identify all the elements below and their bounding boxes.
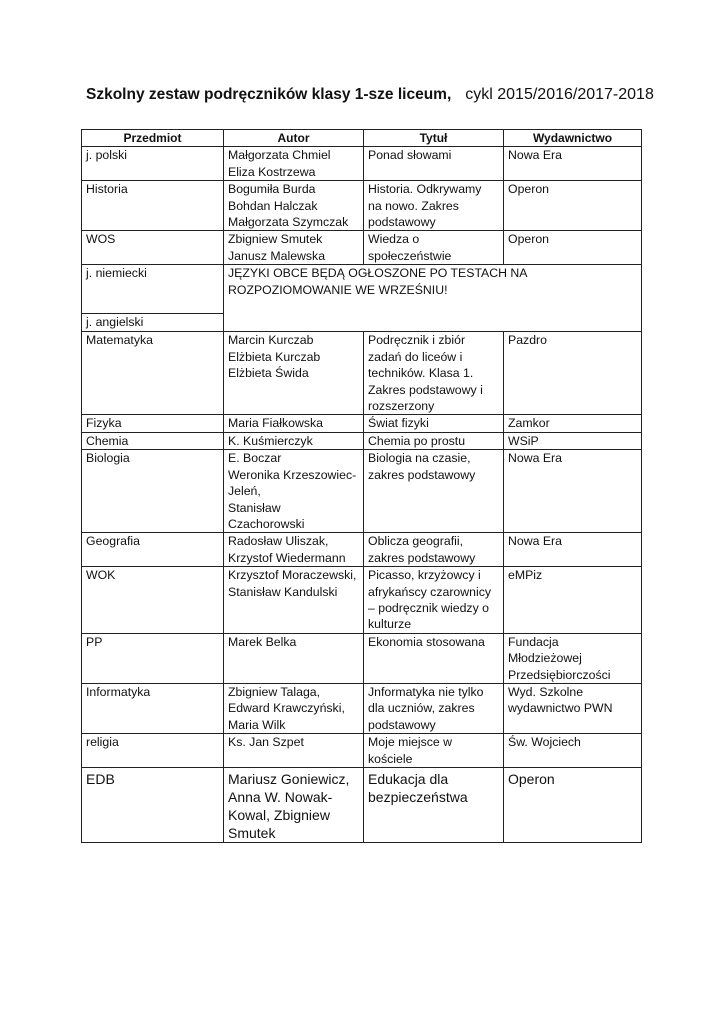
- table-row: [82, 533, 642, 567]
- languages-notice: [224, 265, 642, 332]
- author-cell: [224, 567, 364, 634]
- book-title-cell: [364, 332, 504, 415]
- author-cell-line: Smutek: [228, 825, 276, 841]
- header-subject: Przedmiot: [82, 130, 224, 147]
- author-cell-line: Anna W. Nowak-: [228, 789, 333, 805]
- author-cell-line: Czachorowski: [228, 516, 305, 531]
- title-main: Szkolny zestaw podręczników klasy 1-sze liceum,: [86, 86, 452, 103]
- book-title-cell-line: Chemia po prostu: [368, 433, 466, 448]
- publisher-cell-line: Operon: [508, 182, 550, 197]
- book-title-cell-line: Ponad słowami: [368, 148, 452, 163]
- author-cell-line: Weronika Krzeszowiec-: [228, 467, 357, 482]
- book-title-cell-line: techników. Klasa 1.: [368, 366, 474, 381]
- subject-cell: Fizyka: [82, 415, 224, 432]
- publisher-cell: [504, 768, 642, 843]
- book-title-cell: [364, 533, 504, 567]
- book-title-cell-line: podstawowy: [368, 717, 436, 732]
- author-cell-line: Maria Fiałkowska: [228, 416, 323, 431]
- author-cell-line: Elżbieta Kurczab: [228, 349, 321, 364]
- book-title-cell: [364, 683, 504, 733]
- book-title-cell: [364, 147, 504, 181]
- header-author: Autor: [224, 130, 364, 147]
- author-cell-line: Bogumiła Burda: [228, 182, 316, 197]
- book-title-cell: [364, 768, 504, 843]
- author-cell-line: K. Kuśmierczyk: [228, 433, 313, 448]
- table-row: [82, 450, 642, 533]
- author-cell-line: Zbigniew Talaga,: [228, 684, 321, 699]
- subject-cell: WOK: [82, 567, 224, 634]
- book-title-cell-line: Edukacja dla: [368, 771, 449, 787]
- publisher-cell: [504, 683, 642, 733]
- author-cell: [224, 415, 364, 432]
- book-title-cell: [364, 567, 504, 634]
- publisher-cell-line: Operon: [508, 771, 555, 787]
- author-cell-line: Stanisław: [228, 500, 281, 515]
- subject-cell: religia: [82, 734, 224, 768]
- subject-cell: Historia: [82, 181, 224, 231]
- book-title-cell-line: Moje miejsce w: [368, 735, 453, 750]
- book-title-cell-line: zakres podstawowy: [368, 467, 476, 482]
- book-title-cell: [364, 633, 504, 683]
- author-cell-line: Maria Wilk: [228, 717, 286, 732]
- book-title-cell-line: Jnformatyka nie tylko: [368, 684, 484, 699]
- subject-cell: WOS: [82, 231, 224, 265]
- publisher-cell: [504, 231, 642, 265]
- author-cell-line: Małgorzata Chmiel: [228, 148, 331, 163]
- author-cell: [224, 450, 364, 533]
- table-row: [82, 734, 642, 768]
- author-cell: [224, 633, 364, 683]
- publisher-cell: [504, 415, 642, 432]
- languages-notice-line: JĘZYKI OBCE BĘDĄ OGŁOSZONE PO TESTACH NA: [228, 266, 528, 281]
- publisher-cell: [504, 432, 642, 449]
- book-title-cell: [364, 734, 504, 768]
- publisher-cell: [504, 332, 642, 415]
- subject-cell: Chemia: [82, 432, 224, 449]
- book-title-cell-line: bezpieczeństwa: [368, 789, 468, 805]
- publisher-cell: [504, 633, 642, 683]
- book-title-cell-line: Biologia na czasie,: [368, 451, 471, 466]
- book-title-cell-line: kościele: [368, 751, 413, 766]
- book-title-cell-line: Świat fizyki: [368, 416, 429, 431]
- book-title-cell-line: Wiedza o: [368, 232, 420, 247]
- book-title-cell-line: podstawowy: [368, 215, 436, 230]
- author-cell: [224, 683, 364, 733]
- author-cell-line: Elżbieta Świda: [228, 366, 309, 381]
- author-cell: [224, 147, 364, 181]
- publisher-cell-line: Pazdro: [508, 333, 547, 348]
- subject-cell: Geografia: [82, 533, 224, 567]
- author-cell: [224, 231, 364, 265]
- header-title: Tytuł: [364, 130, 504, 147]
- author-cell-line: Mariusz Goniewicz,: [228, 771, 350, 787]
- table-row: [82, 567, 642, 634]
- book-title-cell-line: dla uczniów, zakres: [368, 701, 475, 716]
- book-title-cell: [364, 432, 504, 449]
- publisher-cell: [504, 147, 642, 181]
- subject-cell: j. angielski: [82, 314, 224, 332]
- subject-cell: EDB: [82, 768, 224, 843]
- publisher-cell-line: WSiP: [508, 433, 539, 448]
- publisher-cell-line: Młodzieżowej: [508, 651, 582, 666]
- subject-cell: Informatyka: [82, 683, 224, 733]
- table-row: [82, 231, 642, 265]
- book-title-cell-line: Zakres podstawowy i: [368, 382, 483, 397]
- table-row: [82, 432, 642, 449]
- book-title-cell-line: Historia. Odkrywamy: [368, 182, 482, 197]
- table-header-row: [82, 130, 642, 147]
- book-title-cell-line: społeczeństwie: [368, 248, 452, 263]
- subject-cell: j. niemiecki: [82, 265, 224, 314]
- author-cell: [224, 432, 364, 449]
- table-row: [82, 768, 642, 843]
- subject-cell: Biologia: [82, 450, 224, 533]
- book-title-cell-line: zakres podstawowy: [368, 550, 476, 565]
- author-cell-line: Ks. Jan Szpet: [228, 735, 304, 750]
- author-cell: [224, 332, 364, 415]
- book-title-cell-line: na nowo. Zakres: [368, 198, 459, 213]
- book-title-cell-line: kulturze: [368, 617, 412, 632]
- publisher-cell: [504, 181, 642, 231]
- book-title-cell: [364, 415, 504, 432]
- author-cell-line: Edward Krawczyński,: [228, 701, 345, 716]
- languages-notice-line: ROZPOZIOMOWANIE WE WRZEŚNIU!: [228, 282, 448, 297]
- publisher-cell-line: Fundacja: [508, 634, 559, 649]
- title-cycle: cykl 2015/2016/2017-2018: [465, 86, 654, 103]
- table-row: [82, 147, 642, 181]
- publisher-cell-line: Wyd. Szkolne: [508, 684, 584, 699]
- page-title: [86, 86, 686, 110]
- subject-cell: Matematyka: [82, 332, 224, 415]
- table-row: [82, 332, 642, 415]
- author-cell-line: Stanisław Kandulski: [228, 584, 338, 599]
- publisher-cell-line: Operon: [508, 232, 550, 247]
- publisher-cell-line: Nowa Era: [508, 534, 562, 549]
- author-cell-line: Bohdan Halczak: [228, 198, 318, 213]
- table-row: [82, 683, 642, 733]
- publisher-cell: [504, 450, 642, 533]
- book-title-cell-line: Oblicza geografii,: [368, 534, 464, 549]
- table-row: [82, 633, 642, 683]
- author-cell-line: Jeleń,: [228, 484, 261, 499]
- book-title-cell-line: – podręcznik wiedzy o: [368, 600, 489, 615]
- author-cell-line: E. Boczar: [228, 451, 282, 466]
- publisher-cell-line: Przedsiębiorczości: [508, 667, 611, 682]
- author-cell-line: Krzysztof Moraczewski,: [228, 568, 357, 583]
- publisher-cell-line: eMPiz: [508, 568, 543, 583]
- author-cell: [224, 181, 364, 231]
- book-title-cell-line: Podręcznik i zbiór: [368, 333, 466, 348]
- book-title-cell: [364, 231, 504, 265]
- publisher-cell: [504, 734, 642, 768]
- book-title-cell-line: Picasso, krzyżowcy i: [368, 568, 481, 583]
- author-cell: [224, 533, 364, 567]
- publisher-cell-line: Zamkor: [508, 416, 550, 431]
- subject-cell: j. polski: [82, 147, 224, 181]
- author-cell: [224, 768, 364, 843]
- table-row: [82, 415, 642, 432]
- author-cell-line: Janusz Malewska: [228, 248, 326, 263]
- author-cell: [224, 734, 364, 768]
- table-row-languages: [82, 265, 642, 314]
- publisher-cell: [504, 533, 642, 567]
- textbook-table: [81, 129, 642, 843]
- book-title-cell-line: zadań do liceów i: [368, 349, 463, 364]
- publisher-cell-line: Nowa Era: [508, 148, 562, 163]
- subject-cell: PP: [82, 633, 224, 683]
- book-title-cell: [364, 181, 504, 231]
- publisher-cell-line: wydawnictwo PWN: [508, 701, 613, 716]
- header-publisher: Wydawnictwo: [504, 130, 642, 147]
- publisher-cell-line: Św. Wojciech: [508, 735, 581, 750]
- book-title-cell-line: Ekonomia stosowana: [368, 634, 485, 649]
- book-title-cell-line: afrykańscy czarownicy: [368, 584, 492, 599]
- author-cell-line: Eliza Kostrzewa: [228, 164, 316, 179]
- author-cell-line: Krzystof Wiedermann: [228, 550, 346, 565]
- author-cell-line: Marek Belka: [228, 634, 297, 649]
- author-cell-line: Małgorzata Szymczak: [228, 215, 349, 230]
- publisher-cell: [504, 567, 642, 634]
- table-body: [82, 147, 642, 843]
- book-title-cell: [364, 450, 504, 533]
- book-title-cell-line: rozszerzony: [368, 399, 435, 414]
- author-cell-line: Kowal, Zbigniew: [228, 807, 330, 823]
- author-cell-line: Marcin Kurczab: [228, 333, 314, 348]
- publisher-cell-line: Nowa Era: [508, 451, 562, 466]
- author-cell-line: Zbigniew Smutek: [228, 232, 323, 247]
- author-cell-line: Radosław Uliszak,: [228, 534, 329, 549]
- table-row: [82, 181, 642, 231]
